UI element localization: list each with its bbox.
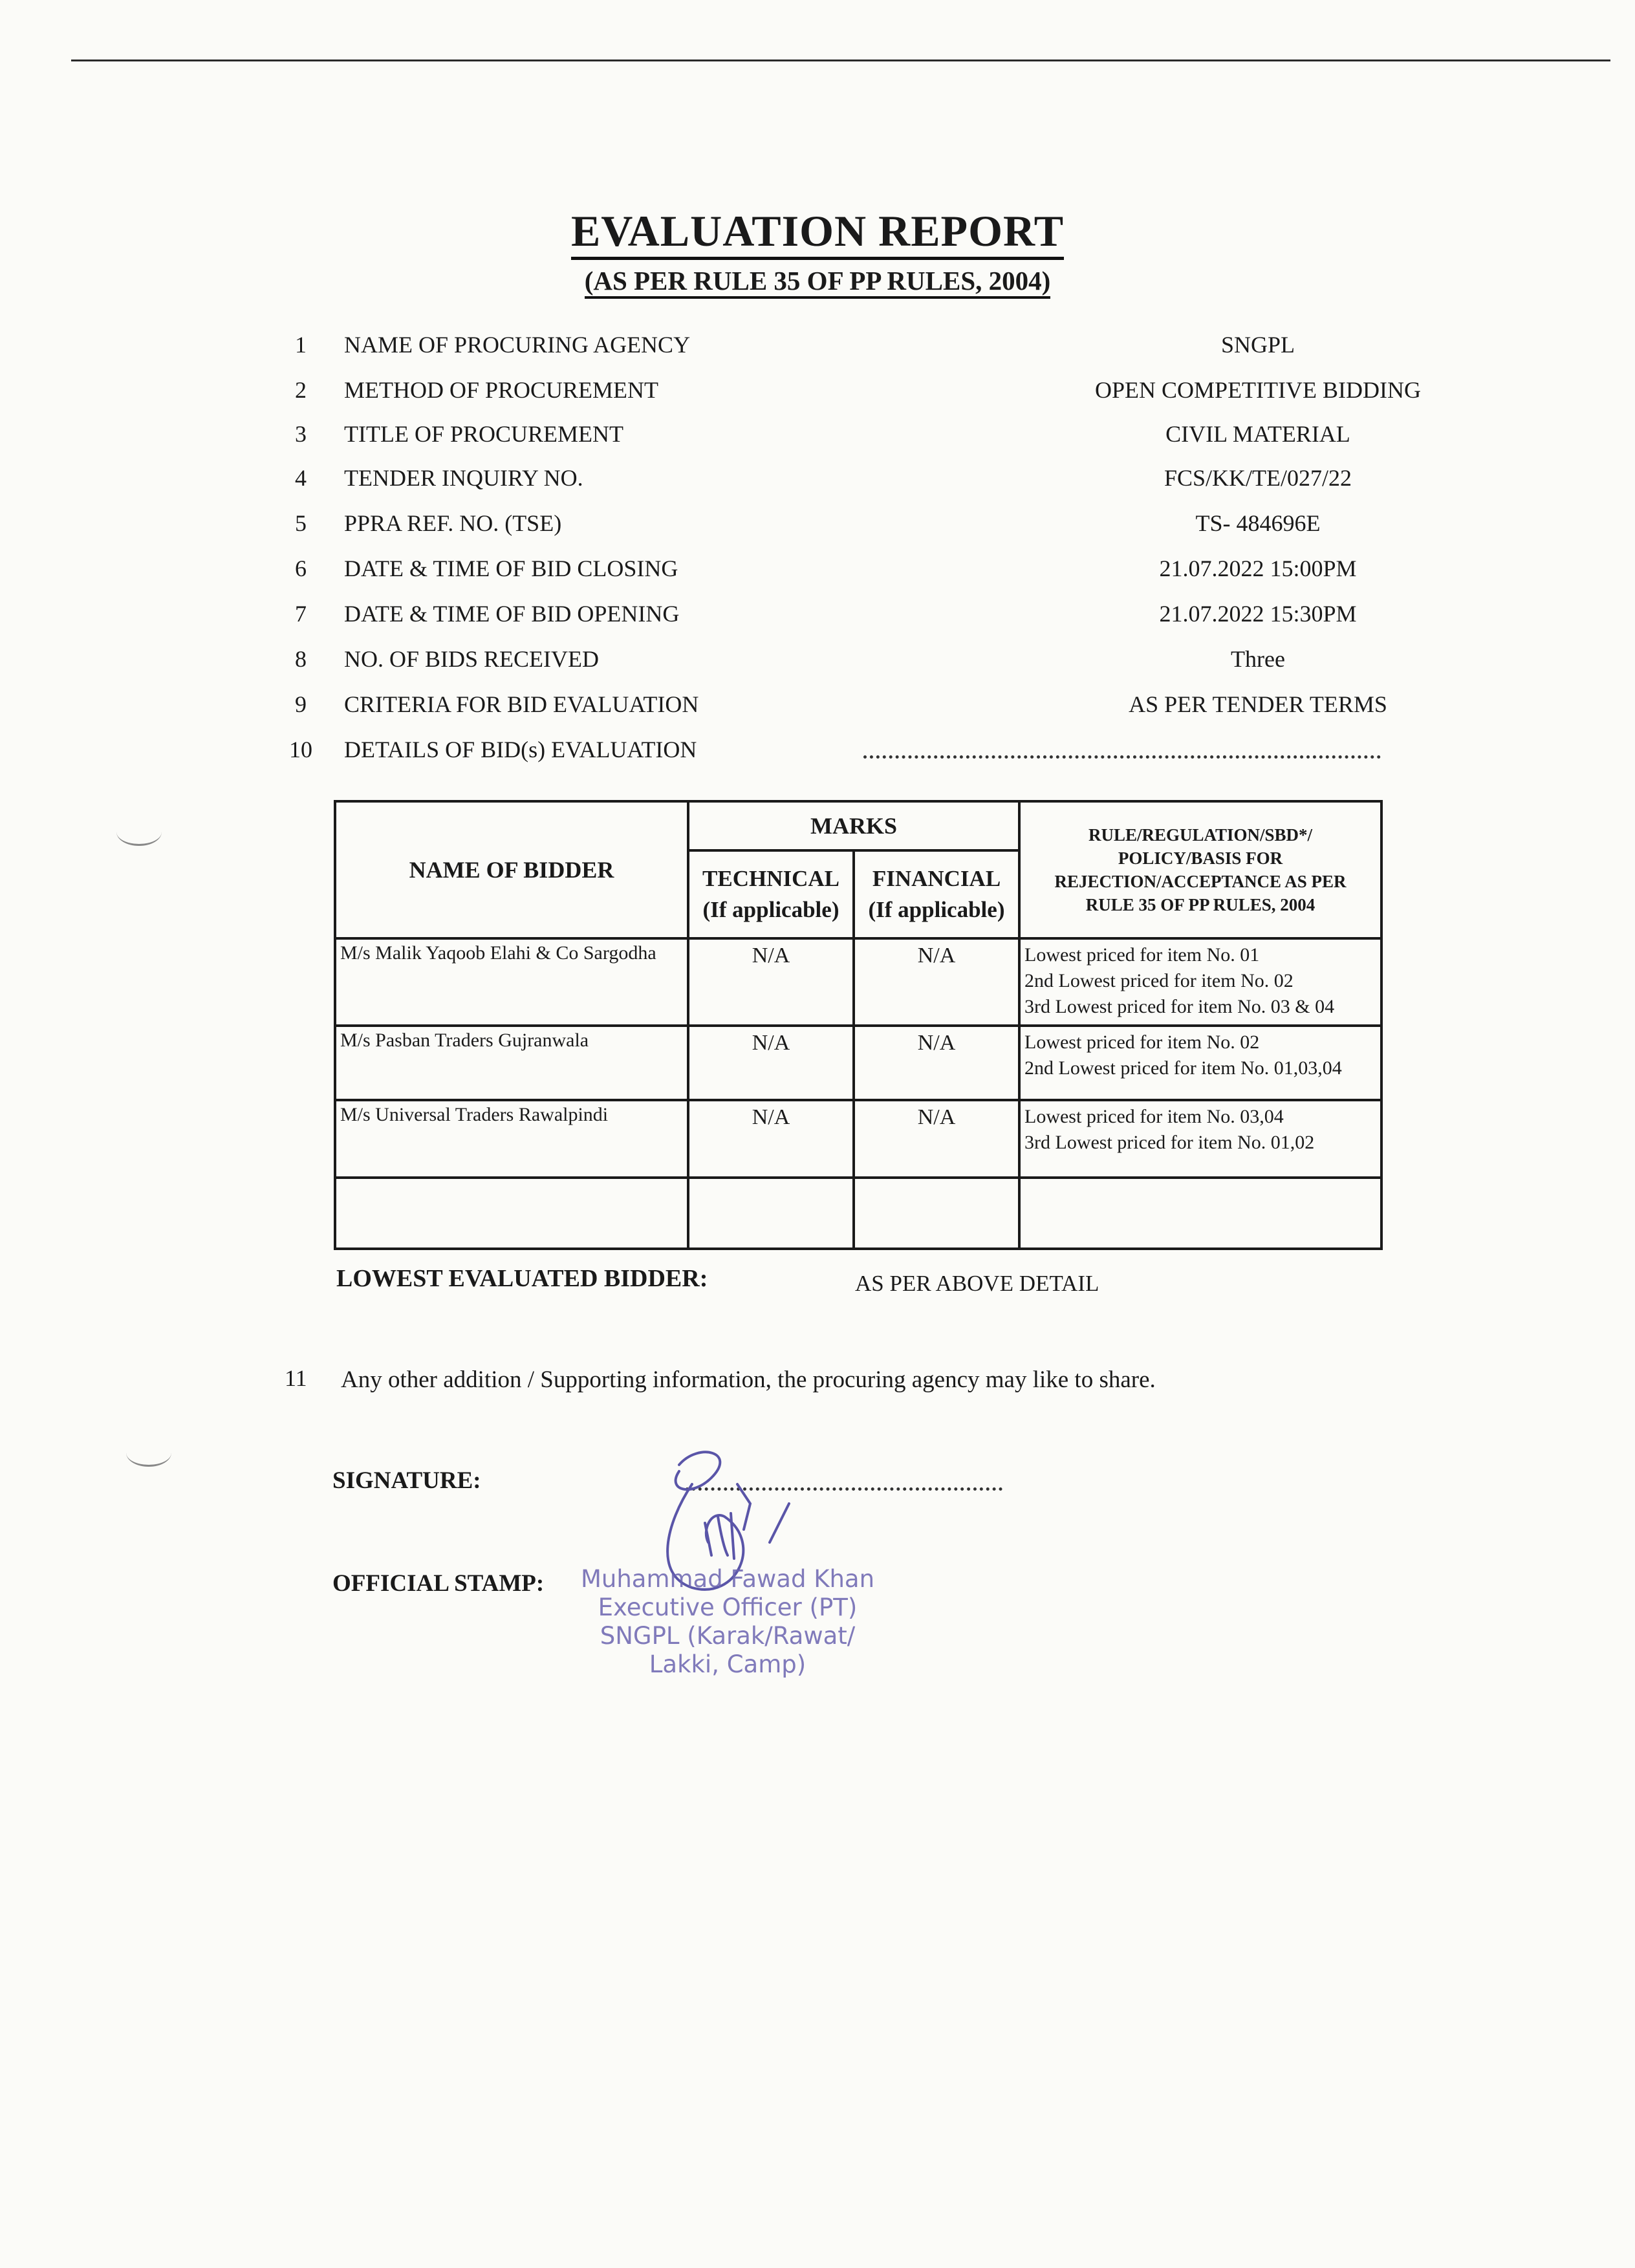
info-value: 21.07.2022 15:00PM <box>1159 556 1357 581</box>
rule-header: RULE/REGULATION/SBD*/ POLICY/BASIS FOR REJECTION/ACCEPTANCE AS PER RULE 35 OF PP RULES, 2004 <box>1019 801 1381 938</box>
bidder-name: M/s Malik Yaqoob Elahi & Co Sargodha <box>335 938 688 1026</box>
info-label: METHOD OF PROCUREMENT <box>344 377 659 403</box>
basis-cell <box>1019 938 1381 1026</box>
info-number: 6 <box>295 556 307 581</box>
info-value: FCS/KK/TE/027/22 <box>1164 465 1352 491</box>
financial-header: FINANCIAL (If applicable) <box>854 850 1019 938</box>
info-row <box>0 510 1635 548</box>
table-row <box>335 1026 1381 1100</box>
info-label: DATE & TIME OF BID OPENING <box>344 601 680 627</box>
report-title: EVALUATION REPORT <box>0 206 1635 257</box>
basis-cell <box>1019 1026 1381 1100</box>
evaluation-table <box>334 800 1383 1250</box>
info-label: DETAILS OF BID(s) EVALUATION <box>344 737 697 762</box>
item-number: 11 <box>285 1365 307 1391</box>
bidder-header: NAME OF BIDDER <box>335 801 688 938</box>
info-label: NAME OF PROCURING AGENCY <box>344 332 691 358</box>
stamp-label: OFFICIAL STAMP: <box>332 1570 545 1597</box>
technical-mark: N/A <box>688 1100 854 1178</box>
info-number: 2 <box>295 377 307 403</box>
basis-line: Lowest priced for item No. 02 <box>1024 1031 1260 1053</box>
top-rule <box>71 59 1610 61</box>
info-number: 7 <box>295 601 307 627</box>
info-value: AS PER TENDER TERMS <box>1129 691 1387 717</box>
punch-hole-mark <box>116 818 162 846</box>
info-value: TS- 484696E <box>1195 510 1321 536</box>
info-label: PPRA REF. NO. (TSE) <box>344 510 562 536</box>
info-row <box>0 464 1635 503</box>
details-dotted-line <box>863 749 1381 759</box>
info-row <box>0 420 1635 459</box>
info-value: 21.07.2022 15:30PM <box>1159 601 1357 627</box>
official-stamp: Muhammad Fawad Khan Executive Officer (PT) SNGPL (Karak/Rawat/ Lakki, Camp) <box>580 1565 875 1678</box>
technical-mark: N/A <box>688 938 854 1026</box>
lowest-bidder-value: AS PER ABOVE DETAIL <box>855 1271 1099 1296</box>
technical-header: TECHNICAL (If applicable) <box>688 850 854 938</box>
table-row <box>335 938 1381 1026</box>
bidder-name: M/s Pasban Traders Gujranwala <box>335 1026 688 1100</box>
info-value: OPEN COMPETITIVE BIDDING <box>1095 377 1421 403</box>
punch-hole-mark <box>126 1439 171 1467</box>
info-row <box>0 736 1635 775</box>
basis-line: 2nd Lowest priced for item No. 02 <box>1024 970 1294 991</box>
signature-label: SIGNATURE: <box>332 1467 481 1494</box>
info-value: CIVIL MATERIAL <box>1165 421 1350 447</box>
info-row <box>0 331 1635 370</box>
marks-header: MARKS <box>688 801 1019 850</box>
info-row <box>0 555 1635 594</box>
info-number: 10 <box>289 737 312 762</box>
basis-line: 2nd Lowest priced for item No. 01,03,04 <box>1024 1057 1342 1079</box>
info-label: DATE & TIME OF BID CLOSING <box>344 556 678 581</box>
empty-cell <box>854 1178 1019 1249</box>
report-subtitle: (AS PER RULE 35 OF PP RULES, 2004) <box>0 265 1635 296</box>
info-value: SNGPL <box>1220 332 1295 358</box>
financial-mark: N/A <box>854 938 1019 1026</box>
table-row <box>335 1100 1381 1178</box>
info-label: TENDER INQUIRY NO. <box>344 465 583 491</box>
empty-cell <box>688 1178 854 1249</box>
info-number: 4 <box>295 465 307 491</box>
info-number: 5 <box>295 510 307 536</box>
financial-mark: N/A <box>854 1026 1019 1100</box>
basis-line: Lowest priced for item No. 03,04 <box>1024 1106 1284 1127</box>
info-row <box>0 600 1635 639</box>
info-number: 8 <box>295 646 307 672</box>
info-row <box>0 691 1635 729</box>
lowest-bidder-label: LOWEST EVALUATED BIDDER: <box>336 1265 708 1292</box>
basis-line: 3rd Lowest priced for item No. 01,02 <box>1024 1132 1315 1153</box>
empty-cell <box>335 1178 688 1249</box>
empty-table-row <box>335 1178 1381 1249</box>
info-label: TITLE OF PROCUREMENT <box>344 421 623 447</box>
info-number: 9 <box>295 691 307 717</box>
basis-cell <box>1019 1100 1381 1178</box>
financial-mark: N/A <box>854 1100 1019 1178</box>
info-value: Three <box>1231 646 1285 672</box>
bidder-name: M/s Universal Traders Rawalpindi <box>335 1100 688 1178</box>
basis-line: 3rd Lowest priced for item No. 03 & 04 <box>1024 996 1335 1017</box>
info-number: 3 <box>295 421 307 447</box>
info-row <box>0 376 1635 415</box>
basis-line: Lowest priced for item No. 01 <box>1024 944 1260 966</box>
supporting-info-text: Any other addition / Supporting information, the procuring agency may like to share. <box>341 1366 1156 1393</box>
technical-mark: N/A <box>688 1026 854 1100</box>
empty-cell <box>1019 1178 1381 1249</box>
info-row <box>0 645 1635 684</box>
info-label: CRITERIA FOR BID EVALUATION <box>344 691 699 717</box>
info-label: NO. OF BIDS RECEIVED <box>344 646 600 672</box>
info-number: 1 <box>295 332 307 358</box>
